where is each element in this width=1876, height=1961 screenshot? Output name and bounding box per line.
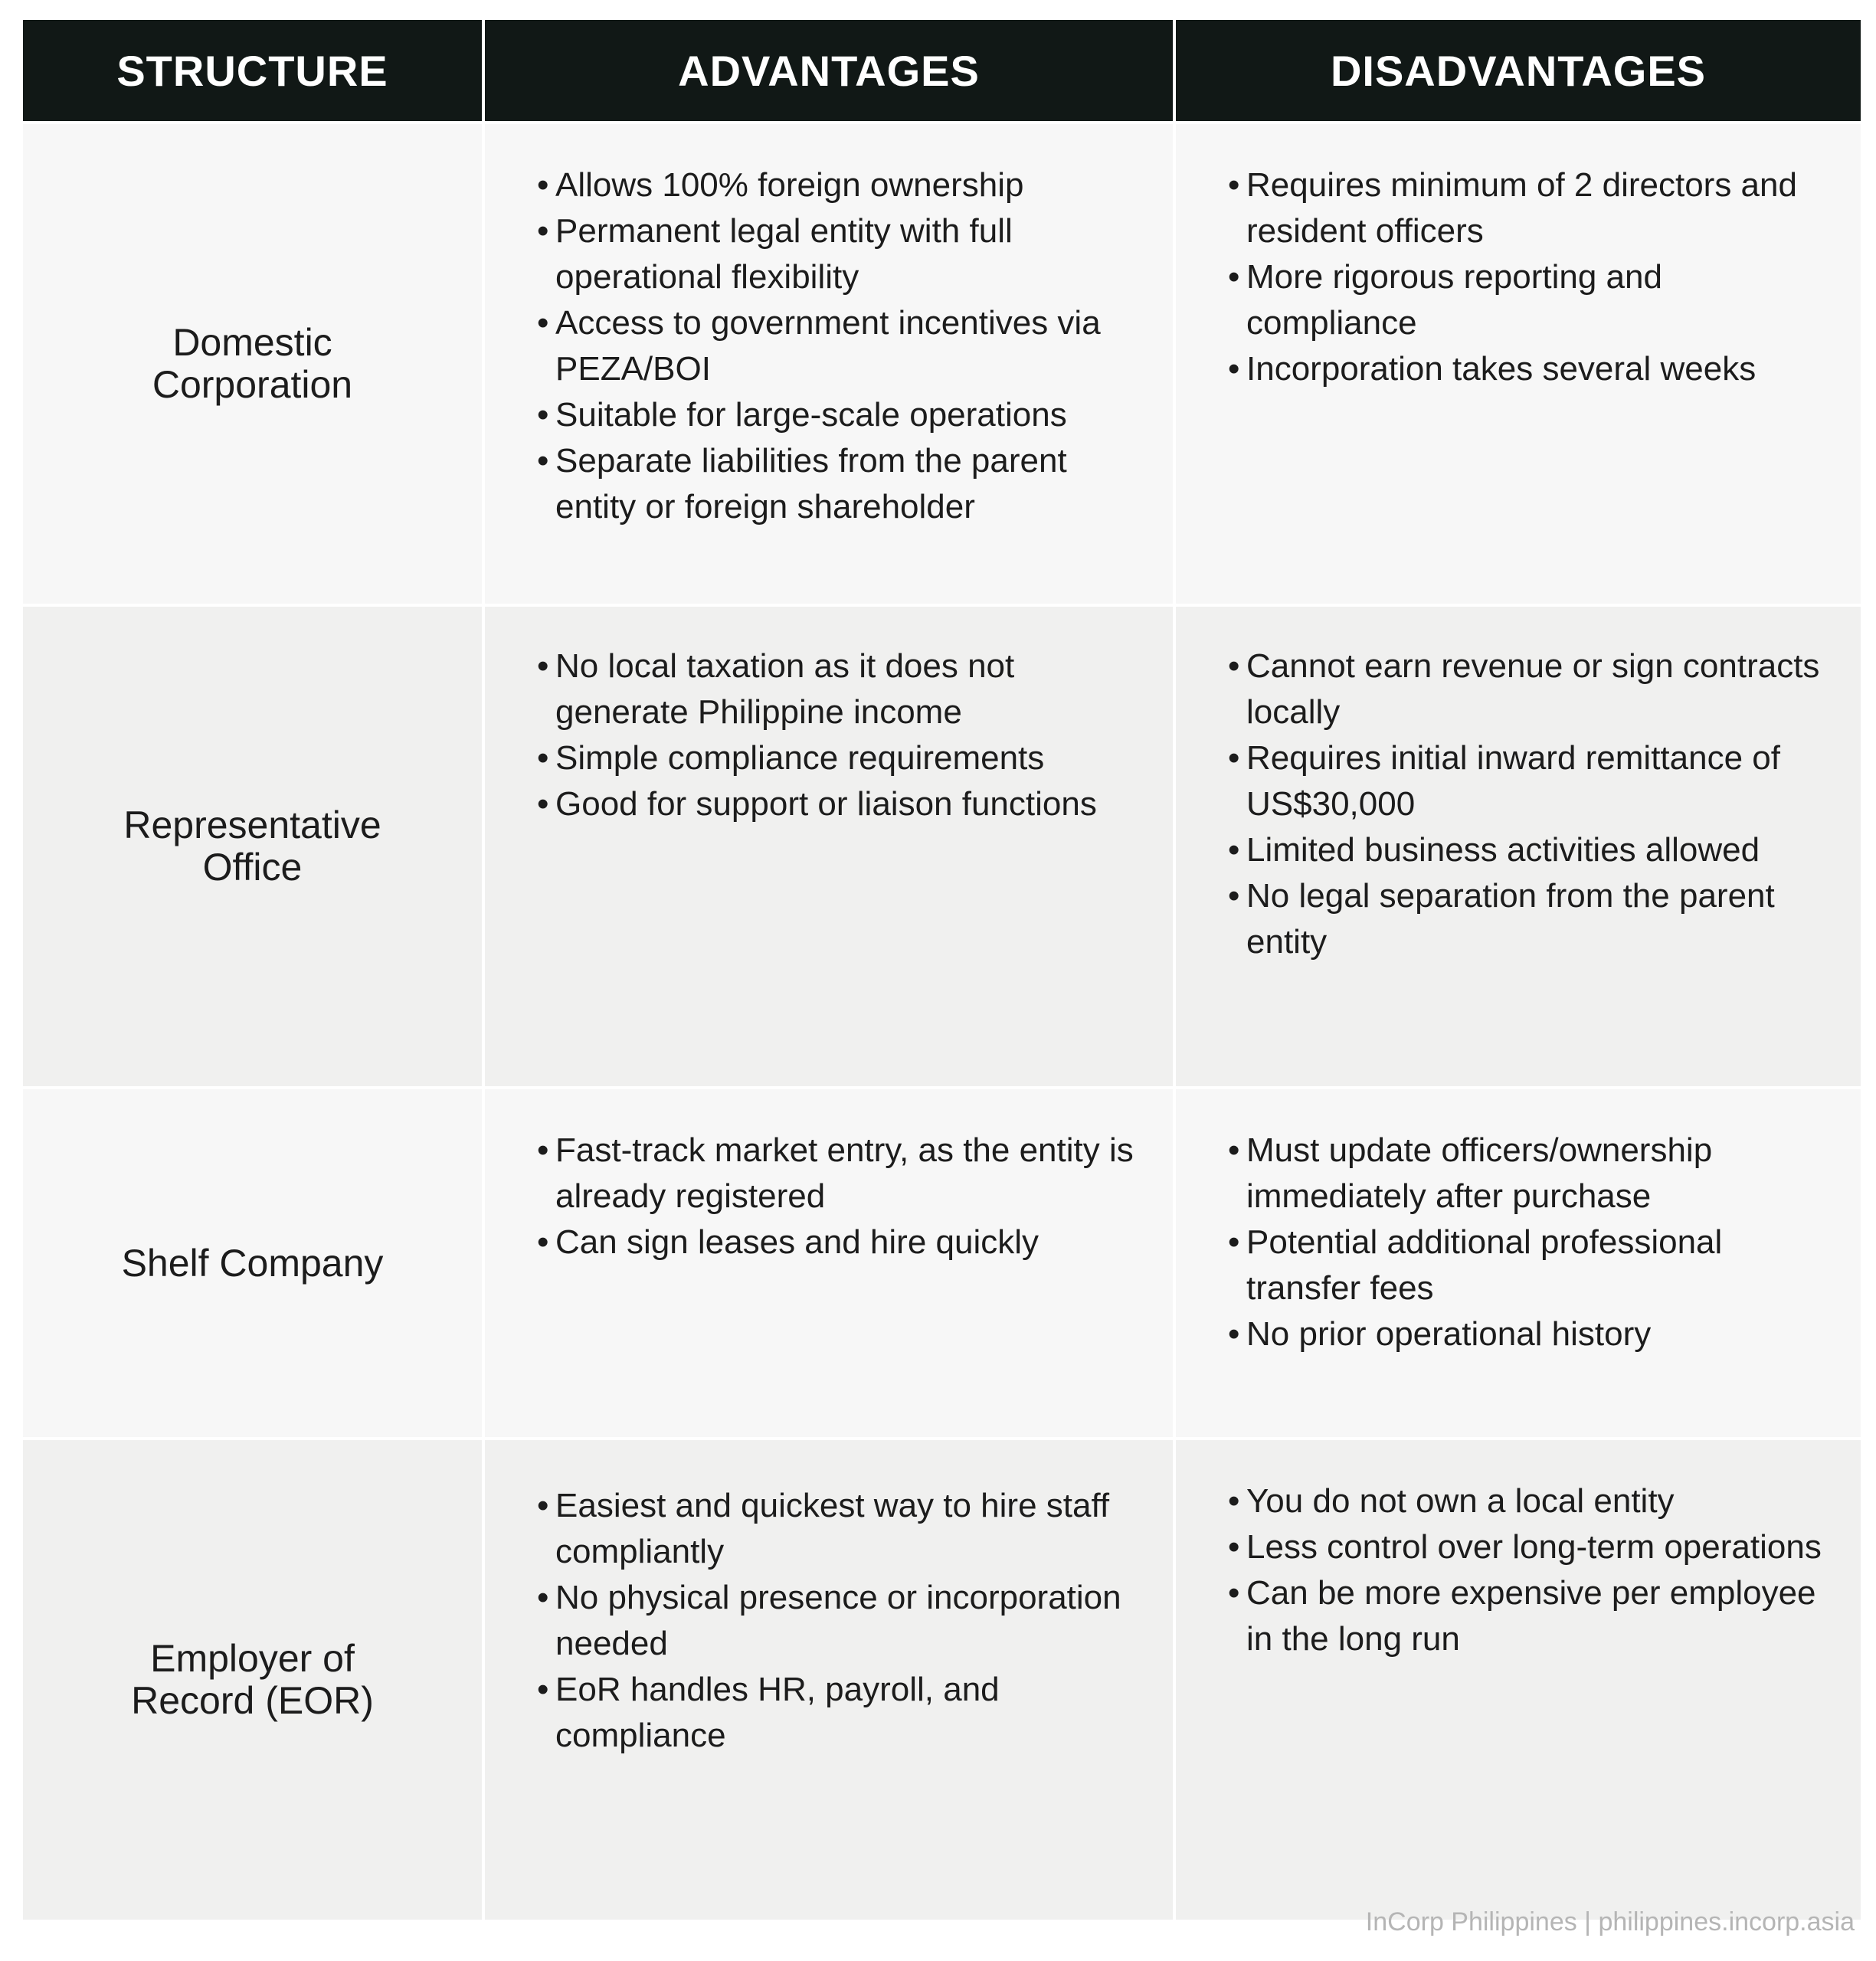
list-item: • Must update officers/ownership immediately after purchase xyxy=(1228,1128,1830,1219)
list-item: • Fast-track market entry, as the entity is already registered xyxy=(537,1128,1142,1219)
disadvantages-list xyxy=(1228,1128,1830,1357)
advantages-list xyxy=(537,1483,1142,1759)
disadvantages-list xyxy=(1228,162,1830,392)
advantages-list xyxy=(537,162,1142,530)
list-item: • No prior operational history xyxy=(1228,1311,1830,1357)
list-item: • No legal separation from the parent entity xyxy=(1228,873,1830,965)
list-item: • Simple compliance requirements xyxy=(537,735,1142,781)
list-item: • Incorporation takes several weeks xyxy=(1228,346,1830,392)
list-item: • Suitable for large-scale operations xyxy=(537,392,1142,438)
list-item: • Potential additional professional transfer fees xyxy=(1228,1219,1830,1311)
header-advantages: ADVANTAGES xyxy=(485,20,1173,121)
list-item: • Limited business activities allowed xyxy=(1228,827,1830,873)
list-item: • No local taxation as it does not generate Philippine income xyxy=(537,643,1142,735)
advantages-list xyxy=(537,1128,1142,1265)
advantages-cell xyxy=(485,607,1173,1086)
list-item: • Cannot earn revenue or sign contracts locally xyxy=(1228,643,1830,735)
disadvantages-cell xyxy=(1176,124,1861,604)
header-disadvantages: DISADVANTAGES xyxy=(1176,20,1861,121)
structure-label: Employer of Record (EOR) xyxy=(131,1637,374,1722)
list-item: • You do not own a local entity xyxy=(1228,1478,1830,1524)
list-item: • More rigorous reporting and compliance xyxy=(1228,254,1830,346)
structure-cell-domestic-corporation xyxy=(23,124,482,604)
advantages-cell xyxy=(485,1440,1173,1920)
comparison-table xyxy=(23,20,1855,1920)
structure-label: Shelf Company xyxy=(121,1241,384,1285)
structure-cell-representative-office xyxy=(23,607,482,1086)
disadvantages-cell xyxy=(1176,1089,1861,1437)
structure-label: Representative Office xyxy=(123,804,381,889)
advantages-cell xyxy=(485,124,1173,604)
list-item: • Requires initial inward remittance of US$30,000 xyxy=(1228,735,1830,827)
disadvantages-cell xyxy=(1176,1440,1861,1920)
structure-label: Domestic Corporation xyxy=(152,321,353,406)
list-item: • Separate liabilities from the parent entity or foreign shareholder xyxy=(537,438,1142,530)
advantages-list xyxy=(537,643,1142,827)
advantages-cell xyxy=(485,1089,1173,1437)
list-item: • Requires minimum of 2 directors and resident officers xyxy=(1228,162,1830,254)
list-item: • Good for support or liaison functions xyxy=(537,781,1142,827)
list-item: • Less control over long-term operations xyxy=(1228,1524,1830,1570)
header-structure: STRUCTURE xyxy=(23,20,482,121)
list-item: • Can sign leases and hire quickly xyxy=(537,1219,1142,1265)
list-item: • Access to government incentives via PEZA/BOI xyxy=(537,300,1142,392)
structure-cell-shelf-company xyxy=(23,1089,482,1437)
list-item: • No physical presence or incorporation needed xyxy=(537,1575,1142,1667)
list-item: • Can be more expensive per employee in the long run xyxy=(1228,1570,1830,1662)
list-item: • Permanent legal entity with full operational flexibility xyxy=(537,208,1142,300)
structure-cell-employer-of-record xyxy=(23,1440,482,1920)
disadvantages-list xyxy=(1228,643,1830,965)
disadvantages-list xyxy=(1228,1478,1830,1662)
list-item: • Easiest and quickest way to hire staff compliantly xyxy=(537,1483,1142,1575)
list-item: • EoR handles HR, payroll, and compliance xyxy=(537,1667,1142,1759)
footer-credit: InCorp Philippines | philippines.incorp.asia xyxy=(1365,1907,1855,1936)
disadvantages-cell xyxy=(1176,607,1861,1086)
list-item: • Allows 100% foreign ownership xyxy=(537,162,1142,208)
